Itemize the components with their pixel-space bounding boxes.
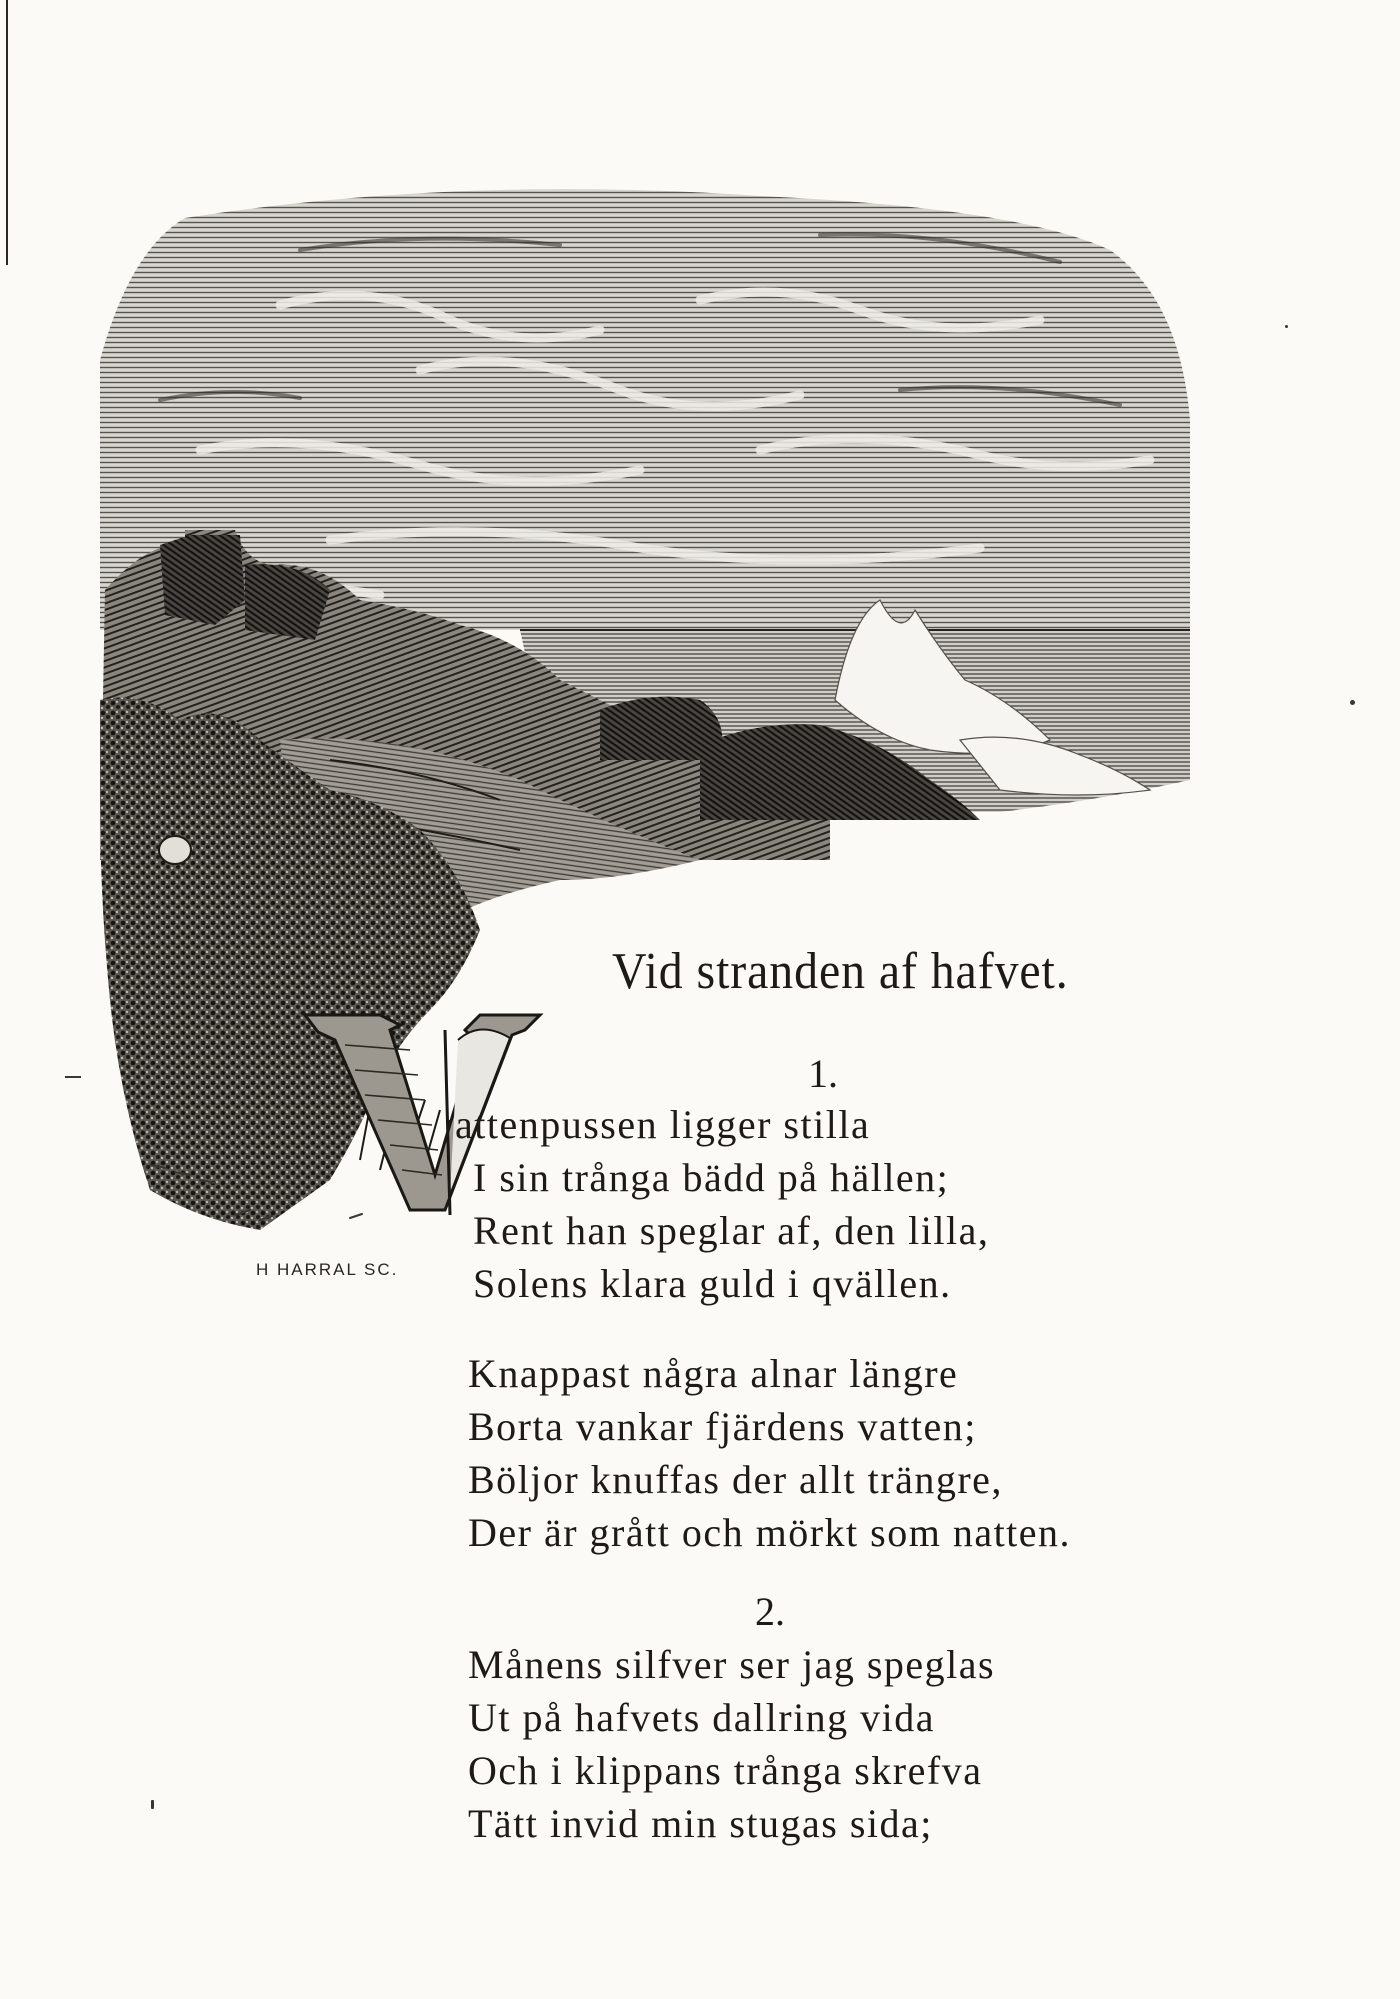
verse-line: Och i klippans trånga skrefva [468, 1748, 983, 1793]
verse-line: Ut på hafvets dallring vida [468, 1695, 936, 1740]
verse-line: attenpussen ligger stilla [455, 1102, 871, 1147]
stanza [468, 1347, 1071, 1559]
verse-line: Rent han speglar af, den lilla, [473, 1208, 990, 1253]
speck [151, 1800, 154, 1809]
verse-line: Knappast några alnar längre [468, 1351, 959, 1396]
stanza [468, 1638, 995, 1850]
verse-line: Der är grått och mörkt som natten. [468, 1510, 1072, 1555]
verse-line: Solens klara guld i qvällen. [473, 1261, 952, 1306]
verse-line: Böljor knuffas der allt trängre, [468, 1457, 1003, 1502]
verse-line: Tätt invid min stugas sida; [468, 1801, 933, 1846]
poem-title: Vid stranden af hafvet. [612, 943, 1069, 1000]
verse-line: I sin trånga bädd på hällen; [473, 1155, 950, 1200]
engraver-credit: H HARRAL SC. [256, 1260, 399, 1279]
stanza-number: 1. [808, 1051, 838, 1096]
stanza [455, 1098, 989, 1310]
verse-line: Borta vankar fjärdens vatten; [468, 1404, 977, 1449]
verse-line: Månens silfver ser jag speglas [468, 1642, 996, 1687]
stanza-number: 2. [755, 1589, 785, 1634]
